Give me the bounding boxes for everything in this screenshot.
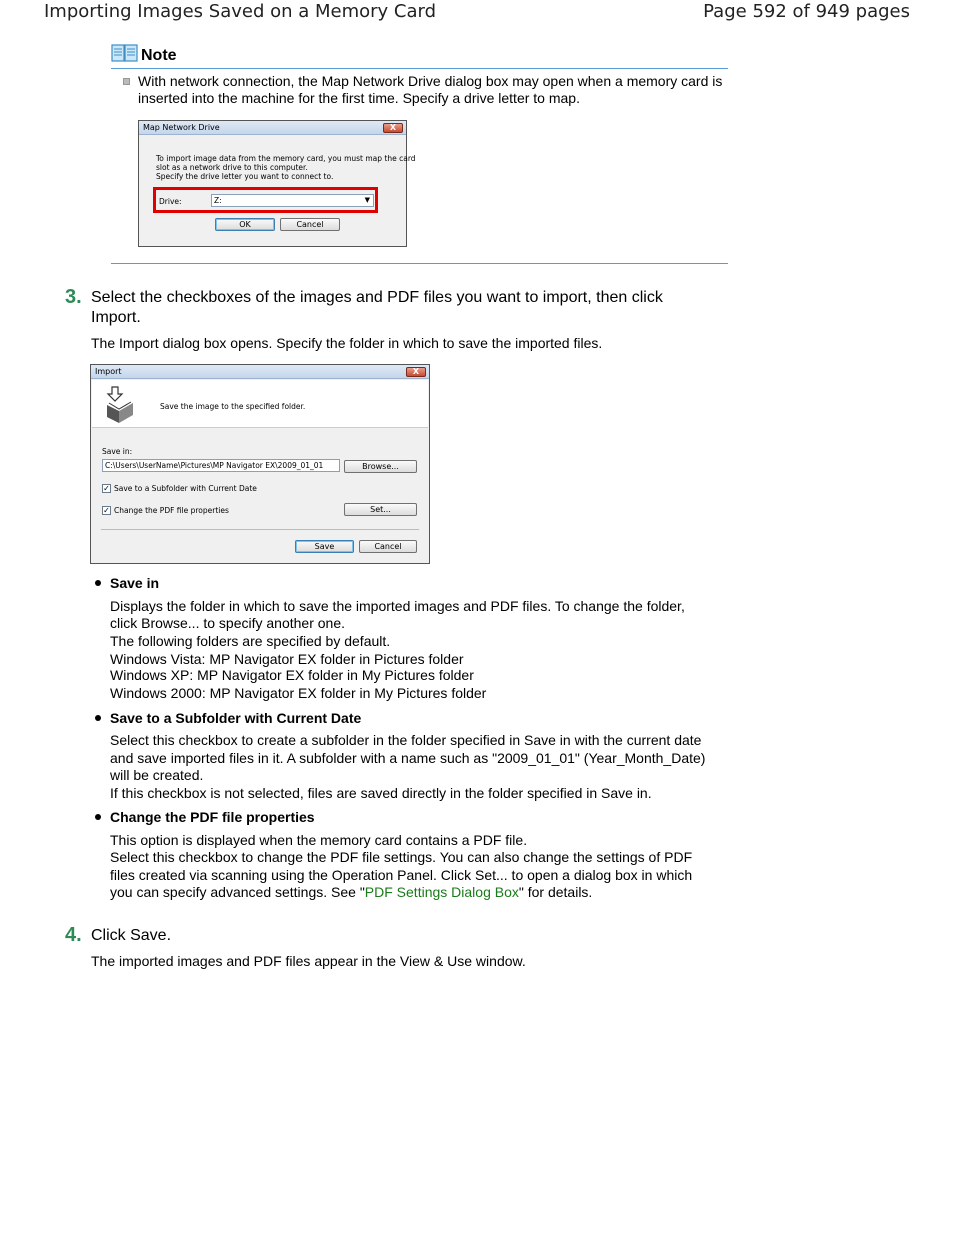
step-description: The imported images and PDF files appear in the View & Use window. [91,953,526,969]
bullet-line: click Browse... to specify another one. [110,615,345,631]
import-folder-icon [103,385,137,425]
save-in-label: Save in: [102,447,133,456]
bullet-line-text: you can specify advanced settings. See " [110,884,365,900]
cancel-button[interactable]: Cancel [280,218,340,231]
step-title: Click Save. [91,927,172,944]
dialog-title: Map Network Drive [143,123,220,132]
dialog-title: Import [95,367,122,376]
page-header [0,0,954,28]
note-square-bullet-icon [123,78,130,85]
close-icon[interactable]: X [406,367,426,377]
chevron-down-icon: ▼ [364,196,370,204]
pdf-properties-label: Change the PDF file properties [114,506,229,515]
bullet-dot-icon [95,814,101,820]
subfolder-label: Save to a Subfolder with Current Date [114,484,257,493]
note-divider [111,263,728,264]
map-network-drive-dialog [138,120,416,247]
dialog-message-line: slot as a network drive to this computer. [156,163,308,172]
bullet-line: The following folders are specified by default. [110,633,391,649]
bullet-line [110,884,592,902]
bullet-line-text: " for details. [518,884,593,900]
note-header [111,43,728,69]
dialog-message-line: To import image data from the memory card, you must map the card [156,154,416,163]
step-description: The Import dialog box opens. Specify the folder in which to save the imported files. [91,335,603,351]
bullet-line: Windows Vista: MP Navigator EX folder in Pictures folder [110,651,464,667]
bullet-line: will be created. [110,767,204,783]
drive-label: Drive: [159,197,182,206]
bullet-line: Windows 2000: MP Navigator EX folder in My Pictures folder [110,685,487,701]
bullet-line: files created via scanning using the Operation Panel. Click Set... to open a dialog box in which [110,867,693,883]
note-book-icon [111,43,139,63]
pdf-properties-checkbox[interactable]: ✓ [103,506,110,515]
bullet-heading: Change the PDF file properties [110,809,315,825]
bullet-line: If this checkbox is not selected, files are saved directly in the folder specified in Save in. [110,785,652,801]
cancel-button[interactable]: Cancel [359,540,417,553]
dialog-message-line: Specify the drive letter you want to connect to. [156,172,334,181]
bullet-line: Select this checkbox to create a subfolder in the folder specified in Save in with the current date [110,732,702,748]
browse-button[interactable]: Browse... [344,460,417,473]
bullet-line: Displays the folder in which to save the imported images and PDF files. To change the folder, [110,598,685,614]
set-button[interactable]: Set... [344,503,417,516]
step-title-line: Import. [91,309,141,326]
subfolder-checkbox[interactable]: ✓ [103,484,110,493]
save-button[interactable]: Save [295,540,354,553]
dialog-message: Save the image to the specified folder. [160,402,306,411]
bullet-line: Windows XP: MP Navigator EX folder in My Pictures folder [110,667,474,683]
page-number: Page 592 of 949 pages [703,1,910,22]
bullet-dot-icon [95,715,101,721]
save-in-field[interactable]: C:\Users\UserName\Pictures\MP Navigator EX\2009_01_01 [102,459,340,472]
drive-select-value: Z: [214,196,222,205]
note-text: With network connection, the Map Network Drive dialog box may open when a memory card is inserted into the machine for the first time. Specify a drive letter to map. [138,73,723,106]
dialog-titlebar [91,365,429,379]
dialog-separator [101,529,419,530]
bullet-line: and save imported files in it. A subfolder with a name such as "2009_01_01" (Year_Month_Date) [110,750,706,766]
bullet-heading: Save in [110,575,160,591]
step-number: 3. [65,286,82,308]
bullet-heading: Save to a Subfolder with Current Date [110,710,362,726]
bullet-line: This option is displayed when the memory card contains a PDF file. [110,832,528,848]
note-label: Note [141,47,177,64]
step-number: 4. [65,924,82,946]
import-dialog [90,364,430,564]
drive-select[interactable] [211,194,374,207]
bullet-line: Select this checkbox to change the PDF file settings. You can also change the settings of PDF [110,849,693,865]
dialog-titlebar [139,121,406,135]
bullet-dot-icon [95,580,101,586]
document-title: Importing Images Saved on a Memory Card [44,1,437,22]
close-icon[interactable]: X [383,123,403,133]
pdf-settings-link[interactable]: PDF Settings Dialog Box [364,884,519,900]
ok-button[interactable]: OK [215,218,275,231]
step-title-line: Select the checkboxes of the images and PDF files you want to import, then click [91,289,663,306]
